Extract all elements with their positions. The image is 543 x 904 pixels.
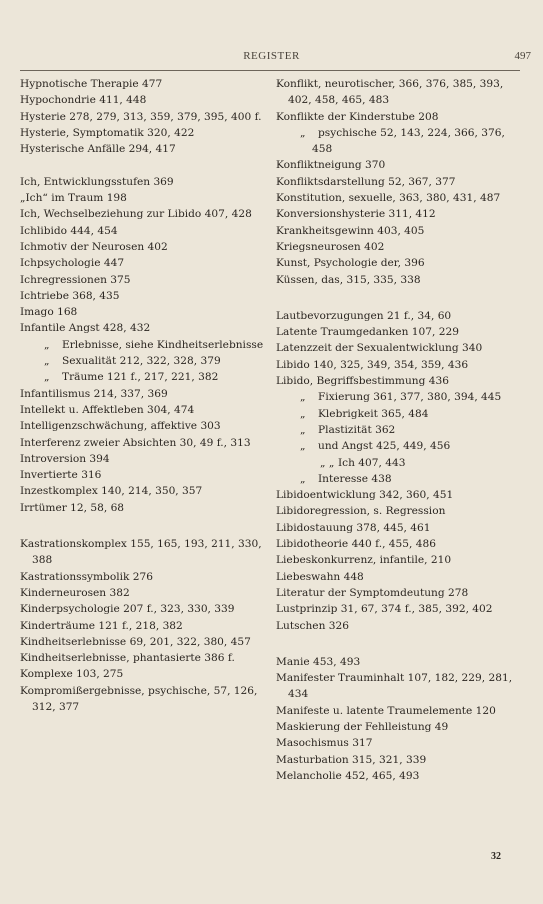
index-entry	[20, 109, 270, 125]
index-entry	[276, 520, 526, 536]
ditto-mark: „	[300, 440, 306, 453]
entry-text: Küssen, das, 315, 335, 338	[276, 273, 421, 286]
index-entry	[20, 666, 270, 682]
entry-text: Lautbevorzugungen 21 f., 34, 60	[276, 309, 452, 322]
entry-text: Hysterische Anfälle 294, 417	[20, 143, 176, 156]
header-title: REGISTER	[243, 50, 300, 62]
index-entry	[20, 206, 270, 222]
entry-text: Interesse 438	[318, 472, 392, 485]
entry-text: Libido 140, 325, 349, 354, 359, 436	[276, 358, 469, 371]
entry-text: Ich 407, 443	[338, 456, 406, 469]
entry-text: Kindheitserlebnisse 69, 201, 322, 380, 457	[20, 635, 251, 648]
entry-text: Sexualität 212, 322, 328, 379	[62, 355, 221, 368]
ditto-mark: „	[300, 407, 306, 420]
index-entry	[276, 735, 526, 751]
entry-text: Liebeskonkurrenz, infantile, 210	[276, 554, 452, 567]
index-entry	[20, 320, 270, 336]
entry-text: Inzestkomplex 140, 214, 350, 357	[20, 485, 203, 498]
index-entry	[276, 206, 526, 222]
index-entry	[276, 76, 526, 109]
index-entry	[276, 487, 526, 503]
index-entry	[20, 418, 270, 434]
index-entry	[20, 141, 270, 157]
entry-text: „Ich“ im Traum 198	[20, 192, 127, 205]
entry-text: Hypnotische Therapie 477	[20, 78, 163, 90]
entry-text: Kastrationssymbolik 276	[20, 570, 153, 583]
entry-text: Ich, Wechselbeziehung zur Libido 407, 428	[20, 208, 252, 221]
entry-text: Kinderneurosen 382	[20, 586, 130, 599]
entry-text: Lutschen 326	[276, 619, 349, 632]
index-entry	[276, 552, 526, 568]
index-entry	[276, 340, 526, 356]
entry-text: Ich, Entwicklungsstufen 369	[20, 175, 174, 188]
ditto-mark: „	[44, 371, 50, 384]
entry-text: Latenzzeit der Sexualentwicklung 340	[276, 342, 483, 355]
entry-text: Kastrationskomplex 155, 165, 193, 211, 330, 388	[20, 538, 262, 567]
ditto-mark: „	[44, 355, 50, 368]
index-entry	[20, 92, 270, 108]
index-entry	[20, 76, 270, 92]
index-entry	[20, 500, 270, 516]
entry-text: Literatur der Symptomdeutung 278	[276, 586, 469, 599]
index-entry	[276, 357, 526, 373]
entry-text: Libido, Begriffsbestimmung 436	[276, 375, 449, 388]
entry-text: Konstitution, sexuelle, 363, 380, 431, 487	[276, 192, 501, 205]
index-subentry	[20, 353, 270, 369]
index-entry	[276, 670, 526, 703]
entry-text: Hypochondrie 411, 448	[20, 94, 147, 107]
header-rule	[20, 70, 520, 71]
ditto-mark: „	[44, 338, 50, 351]
index-subentry	[276, 125, 526, 158]
entry-text: Ichtriebe 368, 435	[20, 289, 120, 302]
running-header	[0, 50, 543, 68]
index-subentry	[20, 369, 270, 385]
index-entry	[276, 654, 526, 670]
entry-text: psychische 52, 143, 224, 366, 376, 458	[312, 126, 505, 156]
index-entry	[276, 503, 526, 519]
entry-text: Kinderträume 121 f., 218, 382	[20, 619, 183, 632]
index-entry	[276, 752, 526, 768]
index-entry	[276, 174, 526, 190]
entry-text: Hysterie, Symptomatik 320, 422	[20, 126, 195, 139]
index-entry	[20, 125, 270, 141]
index-column-left	[20, 76, 270, 715]
entry-text: Libidoentwicklung 342, 360, 451	[276, 489, 454, 502]
index-entry	[20, 634, 270, 650]
index-entry	[20, 601, 270, 617]
entry-text: Komplexe 103, 275	[20, 668, 124, 681]
entry-text: Ichpsychologie 447	[20, 257, 125, 270]
index-entry	[276, 719, 526, 735]
entry-text: Libidoregression, s. Regression	[276, 505, 446, 518]
ditto-mark: „	[300, 472, 306, 485]
entry-text: Latente Traumgedanken 107, 229	[276, 326, 459, 339]
section-gap	[20, 157, 270, 173]
entry-text: Plastizität 362	[318, 423, 396, 436]
index-entry	[276, 308, 526, 324]
index-entry	[276, 157, 526, 173]
index-subentry	[276, 438, 526, 454]
section-gap	[20, 516, 270, 536]
entry-text: Erlebnisse, siehe Kindheitserlebnisse	[62, 338, 264, 351]
entry-text: Klebrigkeit 365, 484	[318, 407, 429, 420]
index-entry	[276, 239, 526, 255]
entry-text: Manifeste u. latente Traumelemente 120	[276, 704, 496, 717]
index-entry	[20, 239, 270, 255]
index-entry	[20, 272, 270, 288]
entry-text: und Angst 425, 449, 456	[318, 440, 451, 453]
entry-text: Invertierte 316	[20, 469, 102, 482]
ditto-mark: „	[300, 391, 306, 404]
entry-text: Kinderpsychologie 207 f., 323, 330, 339	[20, 603, 235, 616]
entry-text: Infantile Angst 428, 432	[20, 322, 151, 335]
index-entry	[276, 703, 526, 719]
index-entry	[276, 255, 526, 271]
ditto-mark: „ „	[320, 456, 335, 469]
entry-text: Hysterie 278, 279, 313, 359, 379, 395, 400 f.	[20, 110, 262, 123]
page-number: 497	[514, 50, 531, 62]
entry-text: Kindheitserlebnisse, phantasierte 386 f.	[20, 652, 235, 665]
index-subentry	[276, 389, 526, 405]
entry-text: Konfliktneigung 370	[276, 159, 386, 172]
entry-text: Manie 453, 493	[276, 655, 361, 668]
entry-text: Ichmotiv der Neurosen 402	[20, 240, 168, 253]
entry-text: Manifester Trauminhalt 107, 182, 229, 281, 434	[276, 672, 513, 701]
entry-text: Kunst, Psychologie der, 396	[276, 257, 425, 270]
index-entry	[20, 536, 270, 569]
index-entry	[276, 569, 526, 585]
entry-text: Melancholie 452, 465, 493	[276, 769, 420, 782]
index-entry	[276, 324, 526, 340]
entry-text: Kriegsneurosen 402	[276, 240, 385, 253]
index-subentry	[276, 471, 526, 487]
entry-text: Konversionshysterie 311, 412	[276, 208, 436, 221]
index-entry	[20, 386, 270, 402]
index-entry	[20, 483, 270, 499]
index-entry	[20, 435, 270, 451]
entry-text: Masochismus 317	[276, 737, 373, 750]
ditto-mark: „	[300, 423, 306, 436]
entry-text: Intellekt u. Affektleben 304, 474	[20, 403, 195, 416]
index-subentry	[276, 455, 526, 471]
index-entry	[276, 272, 526, 288]
index-entry	[20, 402, 270, 418]
index-entry	[20, 304, 270, 320]
entry-text: Ichlibido 444, 454	[20, 224, 118, 237]
entry-text: Krankheitsgewinn 403, 405	[276, 224, 425, 237]
index-subentry	[20, 337, 270, 353]
entry-text: Ichregressionen 375	[20, 273, 131, 286]
entry-text: Intelligenzschwächung, affektive 303	[20, 420, 221, 433]
entry-text: Irrtümer 12, 58, 68	[20, 501, 125, 514]
index-entry	[20, 255, 270, 271]
index-entry	[276, 618, 526, 634]
index-column-right	[276, 76, 526, 784]
entry-text: Konflikte der Kinderstube 208	[276, 110, 439, 123]
entry-text: Lustprinzip 31, 67, 374 f., 385, 392, 402	[276, 603, 493, 616]
index-entry	[276, 190, 526, 206]
entry-text: Interferenz zweier Absichten 30, 49 f., 313	[20, 436, 251, 449]
index-entry	[276, 109, 526, 125]
entry-text: Libidotheorie 440 f., 455, 486	[276, 538, 436, 551]
entry-text: Libidostauung 378, 445, 461	[276, 521, 431, 534]
index-entry	[20, 288, 270, 304]
index-entry	[20, 190, 270, 206]
index-entry	[20, 618, 270, 634]
index-entry	[276, 768, 526, 784]
ditto-mark: „	[300, 126, 306, 139]
entry-text: Imago 168	[20, 306, 78, 319]
index-entry	[20, 650, 270, 666]
index-entry	[276, 536, 526, 552]
index-entry	[20, 174, 270, 190]
entry-text: Liebeswahn 448	[276, 570, 364, 583]
index-entry	[276, 585, 526, 601]
index-subentry	[276, 406, 526, 422]
entry-text: Träume 121 f., 217, 221, 382	[62, 371, 219, 384]
index-entry	[276, 373, 526, 389]
index-entry	[20, 223, 270, 239]
entry-text: Maskierung der Fehlleistung 49	[276, 720, 449, 733]
section-gap	[276, 288, 526, 308]
signature-mark: 32	[491, 851, 501, 862]
entry-text: Kompromißergebnisse, psychische, 57, 126, 312, 377	[20, 684, 258, 713]
index-entry	[276, 223, 526, 239]
index-entry	[20, 585, 270, 601]
index-entry	[20, 451, 270, 467]
index-entry	[20, 683, 270, 716]
index-entry	[20, 467, 270, 483]
index-entry	[20, 569, 270, 585]
entry-text: Masturbation 315, 321, 339	[276, 753, 427, 766]
entry-text: Fixierung 361, 377, 380, 394, 445	[318, 391, 502, 404]
entry-text: Introversion 394	[20, 452, 110, 465]
entry-text: Infantilismus 214, 337, 369	[20, 387, 168, 400]
index-subentry	[276, 422, 526, 438]
index-entry	[276, 601, 526, 617]
section-gap	[276, 634, 526, 654]
entry-text: Konfliktsdarstellung 52, 367, 377	[276, 175, 456, 188]
entry-text: Konflikt, neurotischer, 366, 376, 385, 393, 402, 458, 465, 483	[276, 78, 504, 107]
